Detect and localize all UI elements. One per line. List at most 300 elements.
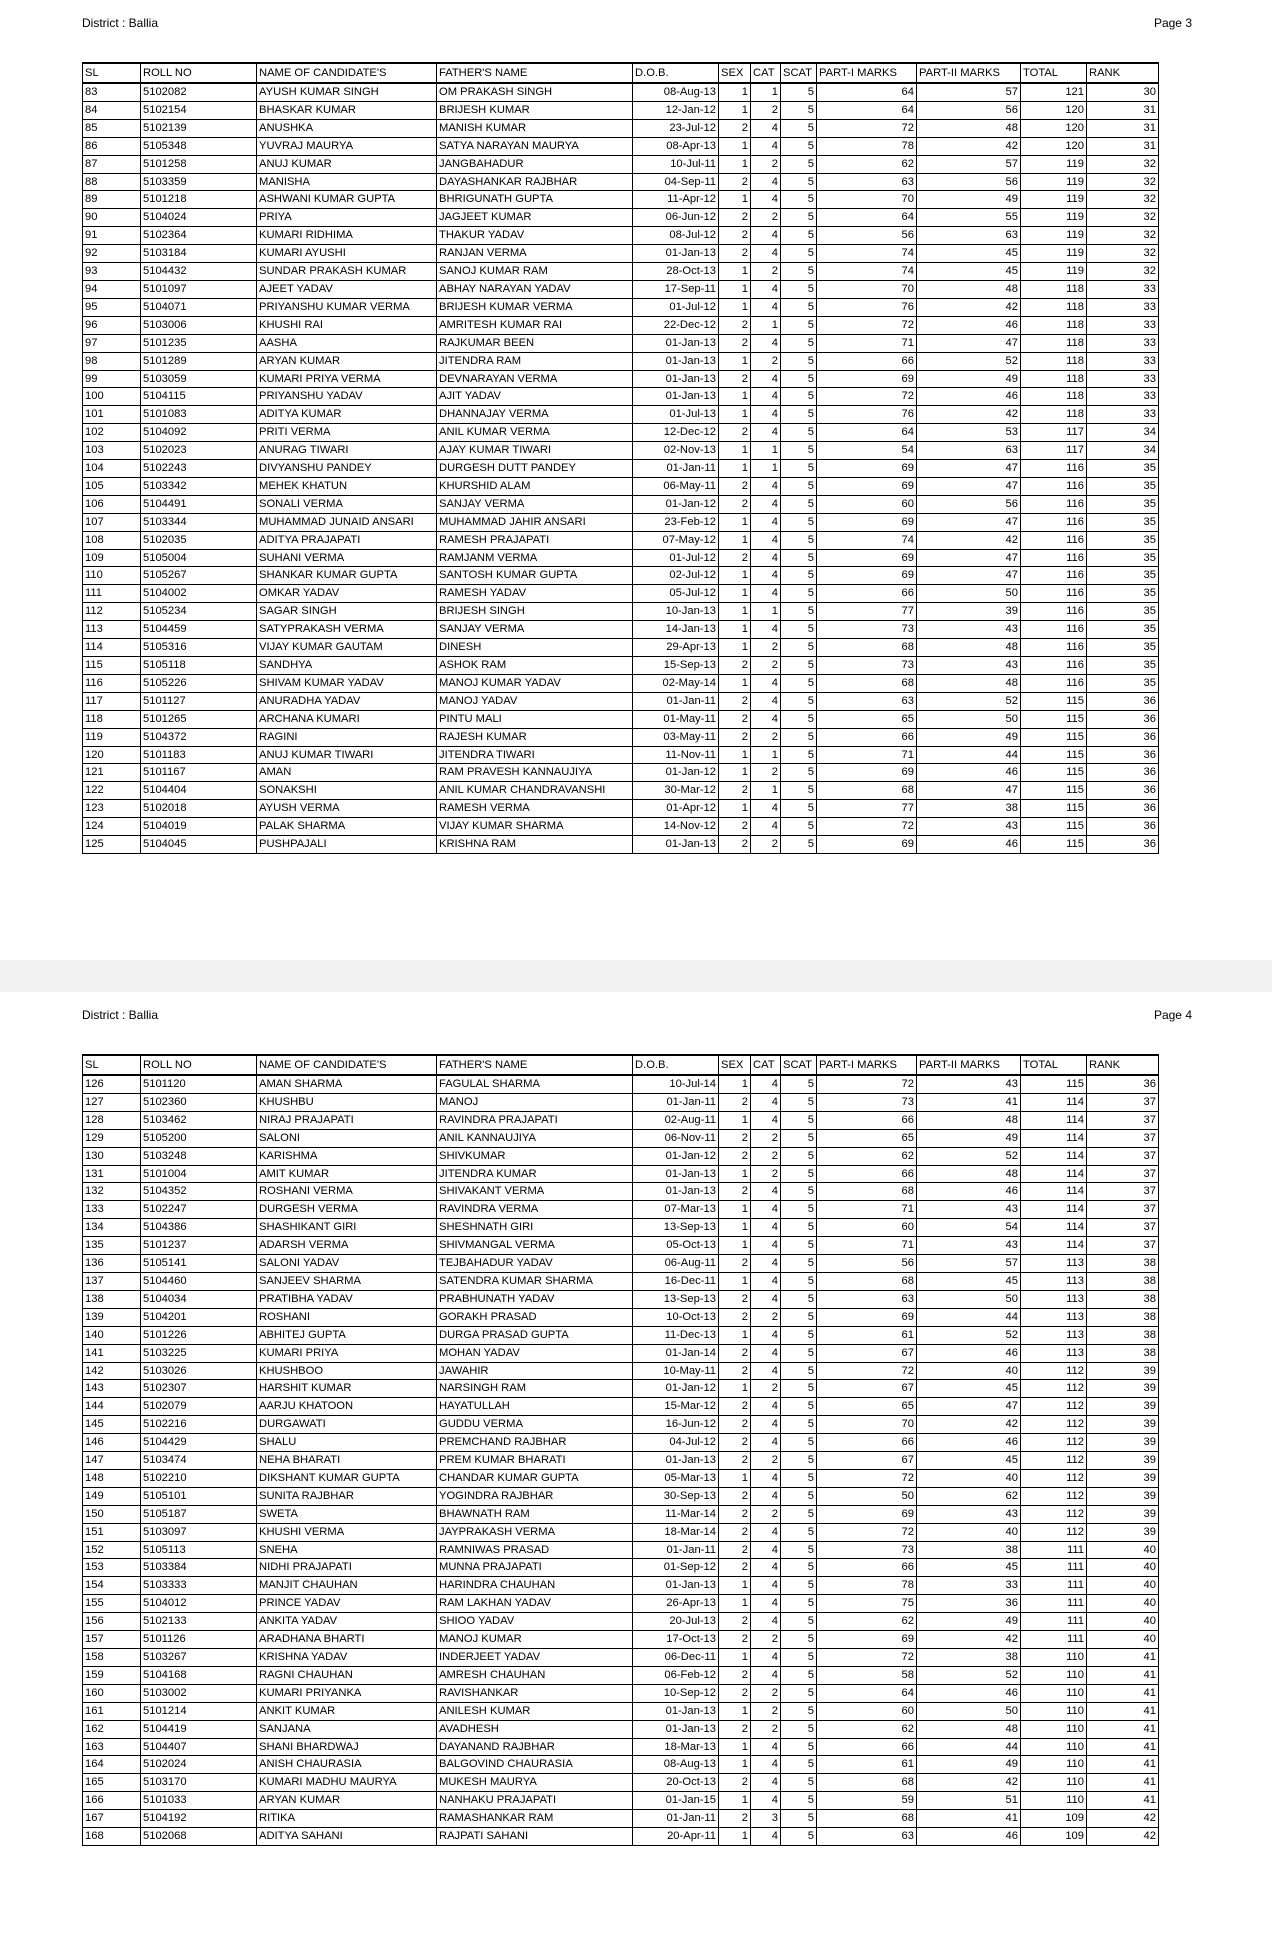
- sex-cell: 2: [719, 173, 751, 191]
- father-name-cell: KRISHNA RAM: [437, 836, 633, 854]
- roll-no-cell: 5104460: [141, 1272, 257, 1290]
- table-row: [83, 728, 1159, 746]
- rank-cell: 38: [1087, 1308, 1159, 1326]
- sex-cell: 1: [719, 1237, 751, 1255]
- cat-cell: 4: [751, 674, 781, 692]
- part2-marks-cell: 49: [917, 370, 1021, 388]
- part1-marks-cell: 54: [817, 442, 917, 460]
- dob-cell: 13-Sep-13: [633, 1290, 719, 1308]
- total-cell: 112: [1021, 1380, 1087, 1398]
- father-name-cell: JAYPRAKASH VERMA: [437, 1523, 633, 1541]
- rank-cell: 36: [1087, 836, 1159, 854]
- total-cell: 110: [1021, 1792, 1087, 1810]
- dob-cell: 01-Jan-13: [633, 1183, 719, 1201]
- total-cell: 113: [1021, 1326, 1087, 1344]
- roll-no-cell: 5104192: [141, 1810, 257, 1828]
- scat-cell: 5: [781, 280, 817, 298]
- part2-marks-cell: 47: [917, 460, 1021, 478]
- total-cell: 111: [1021, 1541, 1087, 1559]
- table-row: [83, 1469, 1159, 1487]
- table-row: [83, 1237, 1159, 1255]
- table-row: [83, 406, 1159, 424]
- table-row: [83, 1559, 1159, 1577]
- candidate-name-cell: PRATIBHA YADAV: [257, 1290, 437, 1308]
- sex-cell: 1: [719, 1738, 751, 1756]
- table-row: [83, 298, 1159, 316]
- candidate-name-cell: SATYPRAKASH VERMA: [257, 621, 437, 639]
- father-name-cell: RAJESH KUMAR: [437, 728, 633, 746]
- sl-cell: 139: [83, 1308, 141, 1326]
- column-header-rank: RANK: [1087, 63, 1159, 83]
- part1-marks-cell: 74: [817, 263, 917, 281]
- dob-cell: 10-Jan-13: [633, 603, 719, 621]
- part1-marks-cell: 64: [817, 209, 917, 227]
- sex-cell: 1: [719, 1201, 751, 1219]
- dob-cell: 01-May-11: [633, 710, 719, 728]
- roll-no-cell: 5105226: [141, 674, 257, 692]
- father-name-cell: RAVISHANKAR: [437, 1684, 633, 1702]
- dob-cell: 10-May-11: [633, 1362, 719, 1380]
- part2-marks-cell: 48: [917, 1720, 1021, 1738]
- sex-cell: 1: [719, 1272, 751, 1290]
- cat-cell: 4: [751, 495, 781, 513]
- dob-cell: 11-Dec-13: [633, 1326, 719, 1344]
- scat-cell: 5: [781, 424, 817, 442]
- part1-marks-cell: 74: [817, 245, 917, 263]
- sl-cell: 162: [83, 1720, 141, 1738]
- sl-cell: 87: [83, 155, 141, 173]
- roll-no-cell: 5105113: [141, 1541, 257, 1559]
- part1-marks-cell: 72: [817, 1523, 917, 1541]
- sex-cell: 2: [719, 1290, 751, 1308]
- part1-marks-cell: 64: [817, 1684, 917, 1702]
- cat-cell: 4: [751, 119, 781, 137]
- part1-marks-cell: 65: [817, 1398, 917, 1416]
- candidate-name-cell: AYUSH VERMA: [257, 800, 437, 818]
- roll-no-cell: 5103097: [141, 1523, 257, 1541]
- dob-cell: 08-Aug-13: [633, 1756, 719, 1774]
- father-name-cell: AJIT YADAV: [437, 388, 633, 406]
- cat-cell: 1: [751, 460, 781, 478]
- sl-cell: 92: [83, 245, 141, 263]
- sex-cell: 2: [719, 692, 751, 710]
- part1-marks-cell: 77: [817, 603, 917, 621]
- roll-no-cell: 5101214: [141, 1702, 257, 1720]
- sex-cell: 2: [719, 728, 751, 746]
- scat-cell: 5: [781, 621, 817, 639]
- cat-cell: 4: [751, 1255, 781, 1273]
- sl-cell: 121: [83, 764, 141, 782]
- candidate-name-cell: ANUSHKA: [257, 119, 437, 137]
- table-row: [83, 531, 1159, 549]
- roll-no-cell: 5103474: [141, 1452, 257, 1470]
- sl-cell: 153: [83, 1559, 141, 1577]
- sl-cell: 126: [83, 1075, 141, 1093]
- total-cell: 110: [1021, 1702, 1087, 1720]
- rank-cell: 35: [1087, 549, 1159, 567]
- roll-no-cell: 5101289: [141, 352, 257, 370]
- sex-cell: 1: [719, 263, 751, 281]
- total-cell: 118: [1021, 280, 1087, 298]
- dob-cell: 11-Apr-12: [633, 191, 719, 209]
- scat-cell: 5: [781, 263, 817, 281]
- rank-cell: 40: [1087, 1631, 1159, 1649]
- dob-cell: 01-Jan-13: [633, 836, 719, 854]
- sl-cell: 167: [83, 1810, 141, 1828]
- scat-cell: 5: [781, 782, 817, 800]
- sl-cell: 143: [83, 1380, 141, 1398]
- father-name-cell: JAGJEET KUMAR: [437, 209, 633, 227]
- sl-cell: 102: [83, 424, 141, 442]
- part2-marks-cell: 57: [917, 155, 1021, 173]
- sl-cell: 117: [83, 692, 141, 710]
- cat-cell: 4: [751, 531, 781, 549]
- part1-marks-cell: 72: [817, 316, 917, 334]
- candidate-name-cell: ADITYA PRAJAPATI: [257, 531, 437, 549]
- table-row: [83, 1756, 1159, 1774]
- sl-cell: 104: [83, 460, 141, 478]
- total-cell: 115: [1021, 692, 1087, 710]
- sex-cell: 1: [719, 1792, 751, 1810]
- sex-cell: 1: [719, 764, 751, 782]
- sex-cell: 2: [719, 1308, 751, 1326]
- cat-cell: 2: [751, 657, 781, 675]
- column-header-candidate-name: NAME OF CANDIDATE'S: [257, 1055, 437, 1075]
- table-row: [83, 1398, 1159, 1416]
- rank-cell: 38: [1087, 1272, 1159, 1290]
- father-name-cell: MOHAN YADAV: [437, 1344, 633, 1362]
- part2-marks-cell: 52: [917, 1147, 1021, 1165]
- table-row: [83, 657, 1159, 675]
- table-row: [83, 764, 1159, 782]
- rank-cell: 35: [1087, 531, 1159, 549]
- candidate-name-cell: ASHWANI KUMAR GUPTA: [257, 191, 437, 209]
- table-row: [83, 334, 1159, 352]
- rank-cell: 36: [1087, 728, 1159, 746]
- dob-cell: 01-Jan-13: [633, 1452, 719, 1470]
- father-name-cell: INDERJEET YADAV: [437, 1649, 633, 1667]
- sl-cell: 136: [83, 1255, 141, 1273]
- part2-marks-cell: 53: [917, 424, 1021, 442]
- scat-cell: 5: [781, 370, 817, 388]
- sl-cell: 98: [83, 352, 141, 370]
- sl-cell: 128: [83, 1111, 141, 1129]
- sl-cell: 134: [83, 1219, 141, 1237]
- table-row: [83, 1774, 1159, 1792]
- rank-cell: 35: [1087, 495, 1159, 513]
- scat-cell: 5: [781, 1613, 817, 1631]
- candidate-name-cell: SHASHIKANT GIRI: [257, 1219, 437, 1237]
- cat-cell: 2: [751, 764, 781, 782]
- sex-cell: 1: [719, 298, 751, 316]
- candidate-name-cell: ANURADHA YADAV: [257, 692, 437, 710]
- column-header-cat: CAT: [751, 1055, 781, 1075]
- father-name-cell: AJAY KUMAR TIWARI: [437, 442, 633, 460]
- table-row: [83, 227, 1159, 245]
- dob-cell: 04-Jul-12: [633, 1434, 719, 1452]
- rank-cell: 36: [1087, 692, 1159, 710]
- cat-cell: 4: [751, 191, 781, 209]
- dob-cell: 07-Mar-13: [633, 1201, 719, 1219]
- cat-cell: 4: [751, 1237, 781, 1255]
- cat-cell: 1: [751, 746, 781, 764]
- father-name-cell: MANOJ: [437, 1093, 633, 1111]
- sl-cell: 145: [83, 1416, 141, 1434]
- father-name-cell: ANIL KUMAR VERMA: [437, 424, 633, 442]
- cat-cell: 4: [751, 1272, 781, 1290]
- part1-marks-cell: 73: [817, 657, 917, 675]
- rank-cell: 32: [1087, 227, 1159, 245]
- part1-marks-cell: 63: [817, 1828, 917, 1846]
- scat-cell: 5: [781, 209, 817, 227]
- cat-cell: 1: [751, 782, 781, 800]
- part1-marks-cell: 61: [817, 1326, 917, 1344]
- scat-cell: 5: [781, 173, 817, 191]
- rank-cell: 35: [1087, 477, 1159, 495]
- part2-marks-cell: 55: [917, 209, 1021, 227]
- scat-cell: 5: [781, 746, 817, 764]
- dob-cell: 23-Jul-12: [633, 119, 719, 137]
- father-name-cell: YOGINDRA RAJBHAR: [437, 1487, 633, 1505]
- sex-cell: 2: [719, 549, 751, 567]
- sl-cell: 84: [83, 101, 141, 119]
- cat-cell: 4: [751, 1559, 781, 1577]
- sl-cell: 163: [83, 1738, 141, 1756]
- part1-marks-cell: 62: [817, 1613, 917, 1631]
- table-row: [83, 209, 1159, 227]
- candidate-name-cell: YUVRAJ MAURYA: [257, 137, 437, 155]
- father-name-cell: AMRITESH KUMAR RAI: [437, 316, 633, 334]
- part1-marks-cell: 56: [817, 1255, 917, 1273]
- part2-marks-cell: 44: [917, 746, 1021, 764]
- table-row: [83, 1487, 1159, 1505]
- father-name-cell: SANJAY VERMA: [437, 495, 633, 513]
- total-cell: 112: [1021, 1505, 1087, 1523]
- candidate-name-cell: ANKITA YADAV: [257, 1613, 437, 1631]
- candidate-name-cell: AYUSH KUMAR SINGH: [257, 83, 437, 101]
- candidate-name-cell: NEHA BHARATI: [257, 1452, 437, 1470]
- cat-cell: 4: [751, 245, 781, 263]
- rank-cell: 39: [1087, 1380, 1159, 1398]
- sex-cell: 1: [719, 531, 751, 549]
- father-name-cell: SHESHNATH GIRI: [437, 1219, 633, 1237]
- total-cell: 119: [1021, 173, 1087, 191]
- cat-cell: 2: [751, 209, 781, 227]
- father-name-cell: VIJAY KUMAR SHARMA: [437, 818, 633, 836]
- part1-marks-cell: 68: [817, 1183, 917, 1201]
- father-name-cell: SHIVMANGAL VERMA: [437, 1237, 633, 1255]
- father-name-cell: RANJAN VERMA: [437, 245, 633, 263]
- part2-marks-cell: 57: [917, 1255, 1021, 1273]
- rank-cell: 35: [1087, 603, 1159, 621]
- sl-cell: 125: [83, 836, 141, 854]
- roll-no-cell: 5103359: [141, 173, 257, 191]
- cat-cell: 4: [751, 1362, 781, 1380]
- cat-cell: 2: [751, 1720, 781, 1738]
- roll-no-cell: 5102023: [141, 442, 257, 460]
- dob-cell: 05-Jul-12: [633, 585, 719, 603]
- part2-marks-cell: 56: [917, 173, 1021, 191]
- part2-marks-cell: 42: [917, 1631, 1021, 1649]
- dob-cell: 20-Jul-13: [633, 1613, 719, 1631]
- column-header-cat: CAT: [751, 63, 781, 83]
- father-name-cell: HAYATULLAH: [437, 1398, 633, 1416]
- roll-no-cell: 5103184: [141, 245, 257, 263]
- scat-cell: 5: [781, 549, 817, 567]
- dob-cell: 01-Jan-13: [633, 1577, 719, 1595]
- dob-cell: 10-Jul-11: [633, 155, 719, 173]
- part2-marks-cell: 46: [917, 764, 1021, 782]
- table-row: [83, 1720, 1159, 1738]
- cat-cell: 4: [751, 298, 781, 316]
- sl-cell: 164: [83, 1756, 141, 1774]
- rank-cell: 38: [1087, 1326, 1159, 1344]
- total-cell: 115: [1021, 1075, 1087, 1093]
- roll-no-cell: 5103248: [141, 1147, 257, 1165]
- total-cell: 116: [1021, 621, 1087, 639]
- cat-cell: 4: [751, 1398, 781, 1416]
- roll-no-cell: 5105267: [141, 567, 257, 585]
- candidate-name-cell: HARSHIT KUMAR: [257, 1380, 437, 1398]
- part1-marks-cell: 66: [817, 352, 917, 370]
- cat-cell: 2: [751, 836, 781, 854]
- total-cell: 116: [1021, 513, 1087, 531]
- roll-no-cell: 5105141: [141, 1255, 257, 1273]
- roll-no-cell: 5101226: [141, 1326, 257, 1344]
- table-row: [83, 1738, 1159, 1756]
- sex-cell: 1: [719, 1828, 751, 1846]
- dob-cell: 01-Jul-12: [633, 298, 719, 316]
- total-cell: 111: [1021, 1559, 1087, 1577]
- total-cell: 118: [1021, 316, 1087, 334]
- table-row: [83, 495, 1159, 513]
- part1-marks-cell: 65: [817, 710, 917, 728]
- candidate-name-cell: RAGINI: [257, 728, 437, 746]
- roll-no-cell: 5105004: [141, 549, 257, 567]
- cat-cell: 2: [751, 1631, 781, 1649]
- sex-cell: 1: [719, 603, 751, 621]
- father-name-cell: MUNNA PRAJAPATI: [437, 1559, 633, 1577]
- father-name-cell: DAYANAND RAJBHAR: [437, 1738, 633, 1756]
- cat-cell: 2: [751, 1505, 781, 1523]
- part2-marks-cell: 43: [917, 1201, 1021, 1219]
- sex-cell: 2: [719, 477, 751, 495]
- table-row: [83, 549, 1159, 567]
- scat-cell: 5: [781, 83, 817, 101]
- total-cell: 113: [1021, 1344, 1087, 1362]
- sex-cell: 1: [719, 280, 751, 298]
- part2-marks-cell: 41: [917, 1810, 1021, 1828]
- rank-cell: 39: [1087, 1362, 1159, 1380]
- column-header-sex: SEX: [719, 63, 751, 83]
- cat-cell: 4: [751, 1416, 781, 1434]
- table-row: [83, 1702, 1159, 1720]
- dob-cell: 01-Jan-11: [633, 1541, 719, 1559]
- roll-no-cell: 5101083: [141, 406, 257, 424]
- table-row: [83, 316, 1159, 334]
- roll-no-cell: 5103006: [141, 316, 257, 334]
- sl-cell: 142: [83, 1362, 141, 1380]
- part2-marks-cell: 36: [917, 1595, 1021, 1613]
- part1-marks-cell: 63: [817, 173, 917, 191]
- candidate-name-cell: BHASKAR KUMAR: [257, 101, 437, 119]
- sex-cell: 1: [719, 585, 751, 603]
- roll-no-cell: 5104002: [141, 585, 257, 603]
- scat-cell: 5: [781, 1255, 817, 1273]
- sex-cell: 2: [719, 119, 751, 137]
- part1-marks-cell: 60: [817, 1702, 917, 1720]
- total-cell: 110: [1021, 1684, 1087, 1702]
- total-cell: 115: [1021, 710, 1087, 728]
- cat-cell: 4: [751, 1613, 781, 1631]
- candidate-name-cell: SHANKAR KUMAR GUPTA: [257, 567, 437, 585]
- total-cell: 111: [1021, 1631, 1087, 1649]
- part2-marks-cell: 46: [917, 1344, 1021, 1362]
- part1-marks-cell: 69: [817, 477, 917, 495]
- dob-cell: 01-Jan-11: [633, 1810, 719, 1828]
- cat-cell: 2: [751, 352, 781, 370]
- father-name-cell: DAYASHANKAR RAJBHAR: [437, 173, 633, 191]
- part1-marks-cell: 67: [817, 1380, 917, 1398]
- cat-cell: 4: [751, 1577, 781, 1595]
- cat-cell: 1: [751, 316, 781, 334]
- table-row: [83, 442, 1159, 460]
- father-name-cell: KHURSHID ALAM: [437, 477, 633, 495]
- roll-no-cell: 5103026: [141, 1362, 257, 1380]
- roll-no-cell: 5104201: [141, 1308, 257, 1326]
- sex-cell: 2: [719, 1362, 751, 1380]
- part2-marks-cell: 42: [917, 406, 1021, 424]
- dob-cell: 03-May-11: [633, 728, 719, 746]
- total-cell: 115: [1021, 800, 1087, 818]
- table-row: [83, 1129, 1159, 1147]
- dob-cell: 02-Jul-12: [633, 567, 719, 585]
- total-cell: 112: [1021, 1398, 1087, 1416]
- sl-cell: 89: [83, 191, 141, 209]
- candidate-name-cell: AARJU KHATOON: [257, 1398, 437, 1416]
- candidate-name-cell: NIRAJ PRAJAPATI: [257, 1111, 437, 1129]
- sl-cell: 108: [83, 531, 141, 549]
- part1-marks-cell: 69: [817, 513, 917, 531]
- rank-cell: 37: [1087, 1111, 1159, 1129]
- total-cell: 116: [1021, 657, 1087, 675]
- scat-cell: 5: [781, 1362, 817, 1380]
- rank-cell: 39: [1087, 1452, 1159, 1470]
- father-name-cell: RAMJANM VERMA: [437, 549, 633, 567]
- part1-marks-cell: 50: [817, 1487, 917, 1505]
- candidate-name-cell: SALONI YADAV: [257, 1255, 437, 1273]
- cat-cell: 4: [751, 173, 781, 191]
- part2-marks-cell: 46: [917, 1183, 1021, 1201]
- dob-cell: 20-Apr-11: [633, 1828, 719, 1846]
- part1-marks-cell: 64: [817, 101, 917, 119]
- roll-no-cell: 5104404: [141, 782, 257, 800]
- sl-cell: 161: [83, 1702, 141, 1720]
- part2-marks-cell: 50: [917, 1702, 1021, 1720]
- column-header-sl: SL: [83, 1055, 141, 1075]
- dob-cell: 10-Sep-12: [633, 1684, 719, 1702]
- part1-marks-cell: 72: [817, 1075, 917, 1093]
- cat-cell: 4: [751, 549, 781, 567]
- roll-no-cell: 5103267: [141, 1649, 257, 1667]
- roll-no-cell: 5104168: [141, 1666, 257, 1684]
- scat-cell: 5: [781, 1344, 817, 1362]
- candidate-name-cell: PRITI VERMA: [257, 424, 437, 442]
- dob-cell: 17-Sep-11: [633, 280, 719, 298]
- total-cell: 114: [1021, 1147, 1087, 1165]
- rank-cell: 36: [1087, 710, 1159, 728]
- cat-cell: 4: [751, 1523, 781, 1541]
